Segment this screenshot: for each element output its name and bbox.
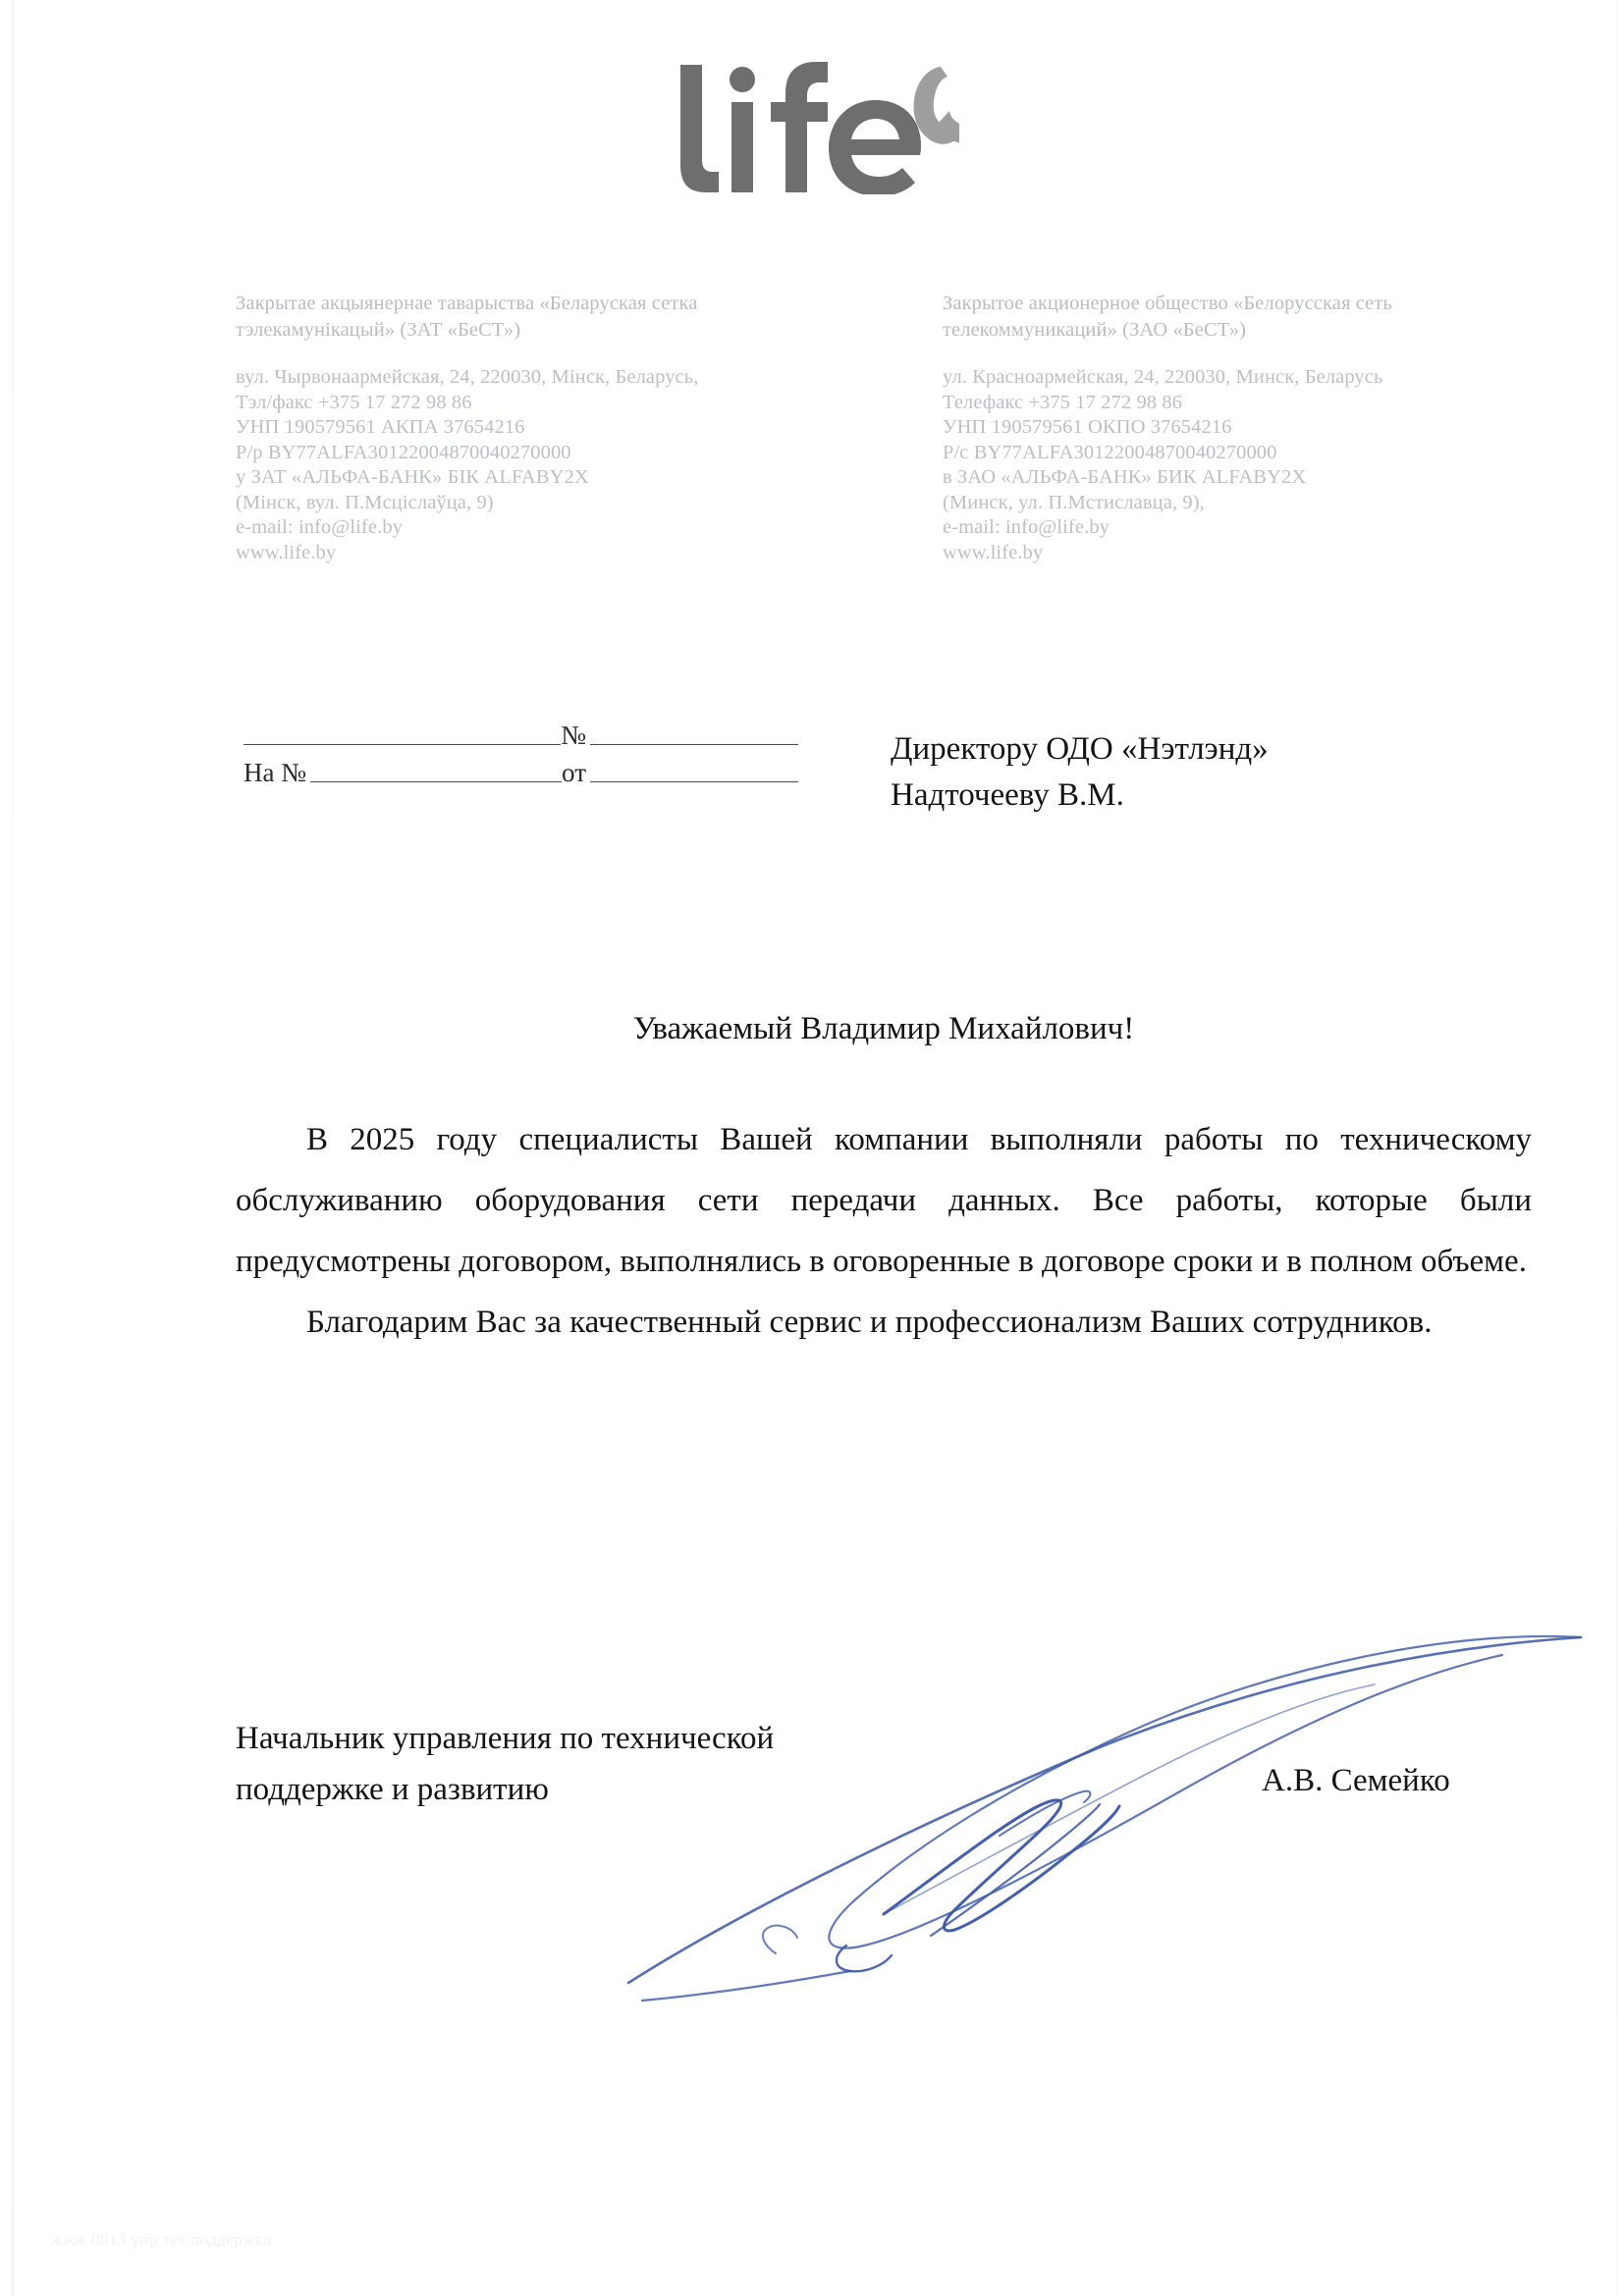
body-paragraph-1: В 2025 году специалисты Вашей компании выполняли работы по техническому обслуживанию оборудования сети передачи данных. Все работы, которые были предусмотрены договором, выполнялись в оговоренные в договоре сроки и в полном объеме. — [236, 1122, 1532, 1279]
tax-id-line: УНП 190579561 АКПА 37654216 — [236, 416, 525, 438]
phone-line: Телефакс +375 17 272 98 86 — [943, 391, 1183, 413]
salutation: Уважаемый Владимир Михайлович! — [632, 1011, 1135, 1046]
company-name-ru: Закрытое акционерное общество «Белорусская сеть телекоммуникаций» (ЗАО «БеСТ») — [943, 293, 1392, 341]
company-logo — [0, 57, 1624, 204]
email-line: e-mail: info@life.by — [236, 516, 404, 538]
address-line: вул. Чырвонаармейская, 24, 220030, Мінск, Беларусь, — [236, 366, 699, 388]
addressee-line-1: Директору ОДО «Нэтлэнд» — [891, 731, 1269, 767]
website-line: www.life.by — [236, 541, 337, 563]
incoming-number-field[interactable] — [310, 781, 562, 782]
date-field[interactable] — [590, 781, 798, 782]
date-label: от — [562, 758, 586, 787]
signer-name: А.В. Семейко — [1262, 1763, 1450, 1798]
outgoing-number-field[interactable] — [590, 744, 798, 745]
outgoing-number-label: № — [561, 721, 586, 750]
footer-scan-artifact: жжж 0013 упр тех поддержки — [51, 2230, 273, 2249]
letterhead-column-russian — [943, 291, 1532, 565]
bank-address-line: (Мінск, вул. П.Мсціслаўца, 9) — [236, 491, 494, 513]
incoming-number-label: На № — [244, 758, 306, 787]
body-paragraph-2: Благодарим Вас за качественный сервис и профессионализм Ваших сотрудников. — [306, 1305, 1433, 1340]
website-line: www.life.by — [943, 541, 1044, 563]
bank-address-line: (Минск, ул. П.Мстиславца, 9), — [943, 491, 1205, 513]
company-name-be: Закрытае акцыянернае таварыства «Беларуская сетка тэлекамунікацый» (ЗАТ «БeСТ») — [236, 293, 698, 341]
addressee-line-2: Надточееву В.М. — [891, 777, 1124, 813]
scan-edge-right — [1616, 0, 1618, 2296]
letter-body — [236, 1109, 1532, 1353]
addressee-block — [891, 726, 1539, 819]
account-line: Р/р BY77ALFA30122004870040270000 — [236, 441, 571, 463]
outgoing-number-row — [244, 713, 798, 750]
phone-line: Тэл/факс +375 17 272 98 86 — [236, 391, 472, 413]
letterhead-column-belarusian — [236, 291, 825, 565]
signer-title — [236, 1713, 884, 1815]
life-logo-icon — [665, 57, 959, 194]
tax-id-line: УНП 190579561 ОКПО 37654216 — [943, 416, 1232, 438]
account-line: Р/с BY77ALFA30122004870040270000 — [943, 441, 1277, 463]
letterhead — [236, 291, 1532, 565]
bank-line: у ЗАТ «АЛЬФА-БАНК» БІК ALFABY2X — [236, 466, 589, 488]
scan-edge-left — [12, 0, 14, 2296]
email-line: e-mail: info@life.by — [943, 516, 1110, 538]
signer-title-line-2: поддержке и развитию — [236, 1772, 549, 1807]
outgoing-number-rule-left — [244, 744, 561, 745]
bank-line: в ЗАО «АЛЬФА-БАНК» БИК ALFABY2X — [943, 466, 1307, 488]
address-line: ул. Красноармейская, 24, 220030, Минск, Беларусь — [943, 366, 1383, 388]
signer-title-line-1: Начальник управления по технической — [236, 1721, 775, 1756]
reference-number-block — [244, 713, 798, 787]
incoming-number-row — [244, 750, 798, 787]
